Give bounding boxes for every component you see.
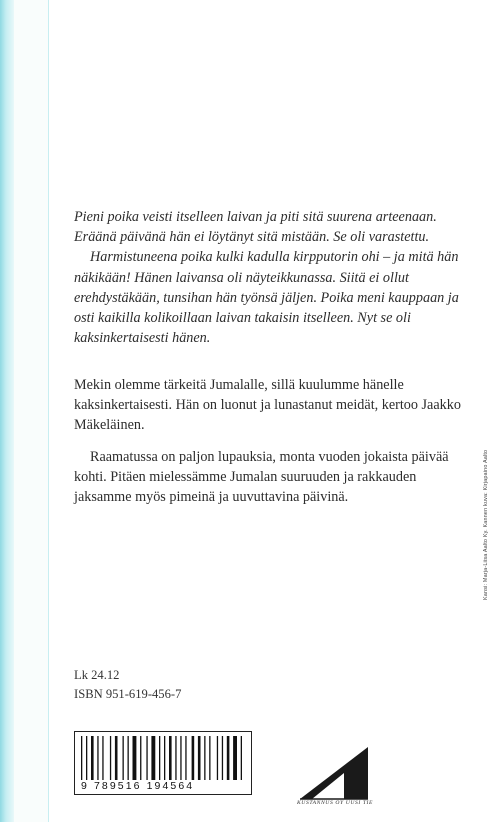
catalog-info <box>74 666 181 704</box>
barcode <box>74 731 252 795</box>
publisher-name: KUSTANNUS OY UUSI TIE <box>296 800 374 806</box>
isbn: ISBN 951-619-456-7 <box>74 687 182 701</box>
publisher-logo-icon <box>298 745 370 801</box>
blurb-paragraph-1: Pieni poika veisti itselleen laivan ja piti sitä suurena arteenaan. Eräänä päivänä hän ei löytänyt sitä mistään. Se oli varastettu. <box>74 209 437 246</box>
barcode-digits: 9 789516 194564 <box>81 780 195 792</box>
description-paragraph-1: Mekin olemme tärkeitä Jumalalle, sillä kuulumme hänelle kaksinkertaisesti. Hän on luonut ja lunastanut meidät, kertoo Jaakko Mäkeläinen. <box>74 377 461 434</box>
blurb-paragraph-2: Harmistuneena poika kulki kadulla kirpputorin ohi – ja mitä hän näkikään! Hänen laivansa oli näyteikkunassa. Siitä ei ollut erehdystäkään, tunsihan hän työnsä jäljen. Poika meni kauppaan ja osti kaikilla kolikoillaan laivan takaisin itselleen. Nyt se oli kaksinkertaisesti hänen. <box>74 249 459 347</box>
blurb-story <box>74 207 474 348</box>
panel-border <box>48 0 49 822</box>
spine-edge <box>0 0 14 822</box>
barcode-bars <box>81 736 245 780</box>
description-paragraph-2: Raamatussa on paljon lupauksia, monta vuoden jokaista päivää kohti. Pitäen mielessämme Jumalan suuruuden ja rakkauden jaksamme myös pimeinä ja uuvuttavina päivinä. <box>74 448 449 506</box>
cover-credits-text: Kansi: Marja-Liisa Aalto Ky. Kannen kuva: Kirjapaino Aalto <box>483 449 489 600</box>
description <box>74 375 474 507</box>
library-class: Lk 24.12 <box>74 668 120 682</box>
